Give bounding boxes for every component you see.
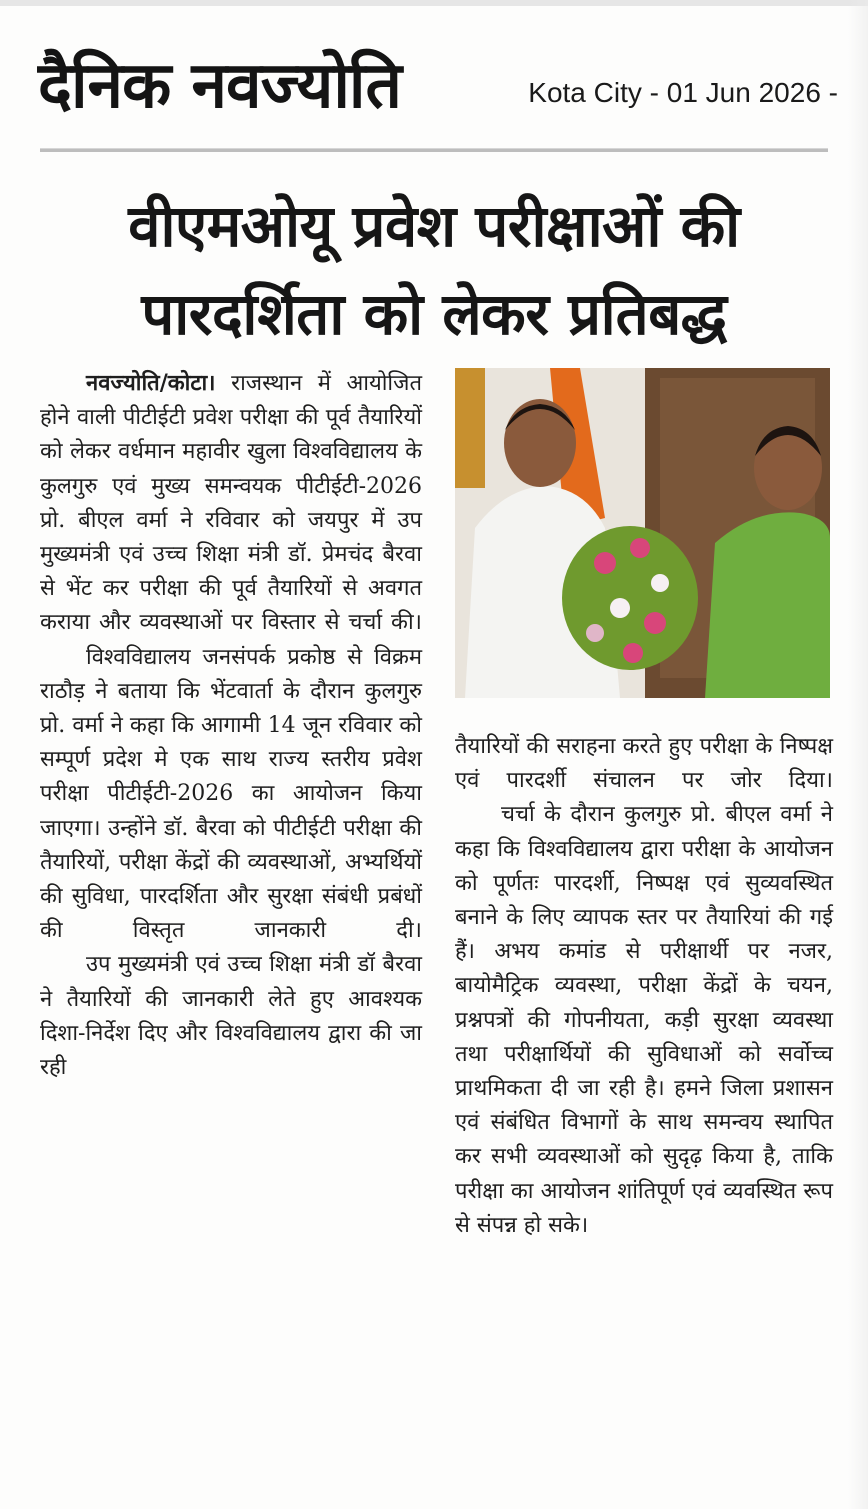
paragraph-1-text: राजस्थान में आयोजित होने वाली पीटीईटी प्रवेश परीक्षा की पूर्व तैयारियों को लेकर वर्धमान महावीर खुला विश्वविद्यालय के कुलगुरु एवं मुख्य समन्वयक पीटीईटी-2026 प्रो. बीएल वर्मा ने रविवार को जयपुर में उप मुख्यमंत्री एवं उच्च शिक्षा मंत्री डॉ. प्रेमचंद बैरवा से भेंट कर परीक्षा की पूर्व तैयारियों से अवगत कराया और व्यवस्थाओं पर विस्तार से चर्चा की। [40, 371, 422, 636]
paragraph-4 [455, 730, 833, 798]
photo-flower-6 [586, 624, 604, 642]
paragraph-2 [40, 641, 422, 949]
photo-flower-2 [630, 538, 650, 558]
photo-flower-3 [651, 574, 669, 592]
paragraph-3 [40, 948, 422, 1085]
photo-flower-7 [623, 643, 643, 663]
headline-line-2: पारदर्शिता को लेकर प्रतिबद्ध [141, 280, 727, 348]
article-left-column [40, 366, 422, 1085]
photo-frame-left [455, 368, 485, 488]
paragraph-3-text: उप मुख्यमंत्री एवं उच्च शिक्षा मंत्री डॉ बैरवा ने तैयारियों की जानकारी लेते हुए आवश्यक दिशा-निर्देश दिए और विश्वविद्यालय द्वारा की जा रही [40, 952, 422, 1081]
top-border [0, 0, 868, 6]
photo-flower-1 [594, 552, 616, 574]
news-photo [455, 368, 830, 698]
dateline: नवज्योति/कोटा। [86, 370, 216, 396]
newspaper-brand: दैनिक नवज्योति [38, 49, 401, 123]
paragraph-4-text: तैयारियों की सराहना करते हुए परीक्षा के निष्पक्ष एवं पारदर्शी संचालन पर जोर दिया। [455, 734, 833, 794]
paragraph-5 [455, 798, 833, 1243]
headline-line-1: वीएमओयू प्रवेश परीक्षाओं की [128, 192, 740, 260]
article-right-column [455, 730, 833, 1243]
article-headline [30, 182, 838, 358]
photo-person-right-body [705, 512, 830, 698]
paragraph-5-text: चर्चा के दौरान कुलगुरु प्रो. बीएल वर्मा ने कहा कि विश्वविद्यालय द्वारा परीक्षा के आयोजन को पूर्णतः पारदर्शी, निष्पक्ष एवं सुव्यवस्थित बनाने के लिए व्यापक स्तर पर तैयारियां की गई हैं। अभय कमांड से परीक्षार्थी पर नजर, बायोमैट्रिक व्यवस्था, परीक्षा केंद्रों के चयन, प्रश्नपत्रों की गोपनीयता, कड़ी सुरक्षा व्यवस्था तथा परीक्षार्थियों की सुविधाओं को सर्वोच्च प्राथमिकता दी जा रही है। हमने जिला प्रशासन एवं संबंधित विभागों के साथ समन्वय स्थापित कर सभी व्यवस्थाओं को सुदृढ़ किया है, ताकि परीक्षा का आयोजन शांतिपूर्ण एवं व्यवस्थित रूप से संपन्न हो सके। [455, 802, 833, 1238]
photo-flower-5 [644, 612, 666, 634]
photo-illustration [455, 368, 830, 698]
photo-person-left-head [504, 399, 576, 487]
edition-line: Kota City - 01 Jun 2026 - [528, 77, 838, 108]
paragraph-1 [40, 366, 422, 641]
page-edge-shadow [848, 0, 868, 1509]
masthead-rule [40, 148, 828, 152]
photo-flower-4 [610, 598, 630, 618]
paragraph-2-text: विश्वविद्यालय जनसंपर्क प्रकोष्ठ से विक्रम राठौड़ ने बताया कि भेंटवार्ता के दौरान कुलगुरु प्रो. वर्मा ने कहा कि आगामी 14 जून रविवार को सम्पूर्ण प्रदेश मे एक साथ राज्य स्तरीय प्रवेश परीक्षा पीटीईटी-2026 का आयोजन किया जाएगा। उन्होंने डॉ. बैरवा को पीटीईटी परीक्षा की तैयारियों, परीक्षा केंद्रों की व्यवस्थाओं, अभ्यर्थियों की सुविधा, पारदर्शिता और सुरक्षा संबंधी प्रबंधों की विस्तृत जानकारी दी। [40, 644, 422, 944]
masthead [38, 40, 838, 140]
